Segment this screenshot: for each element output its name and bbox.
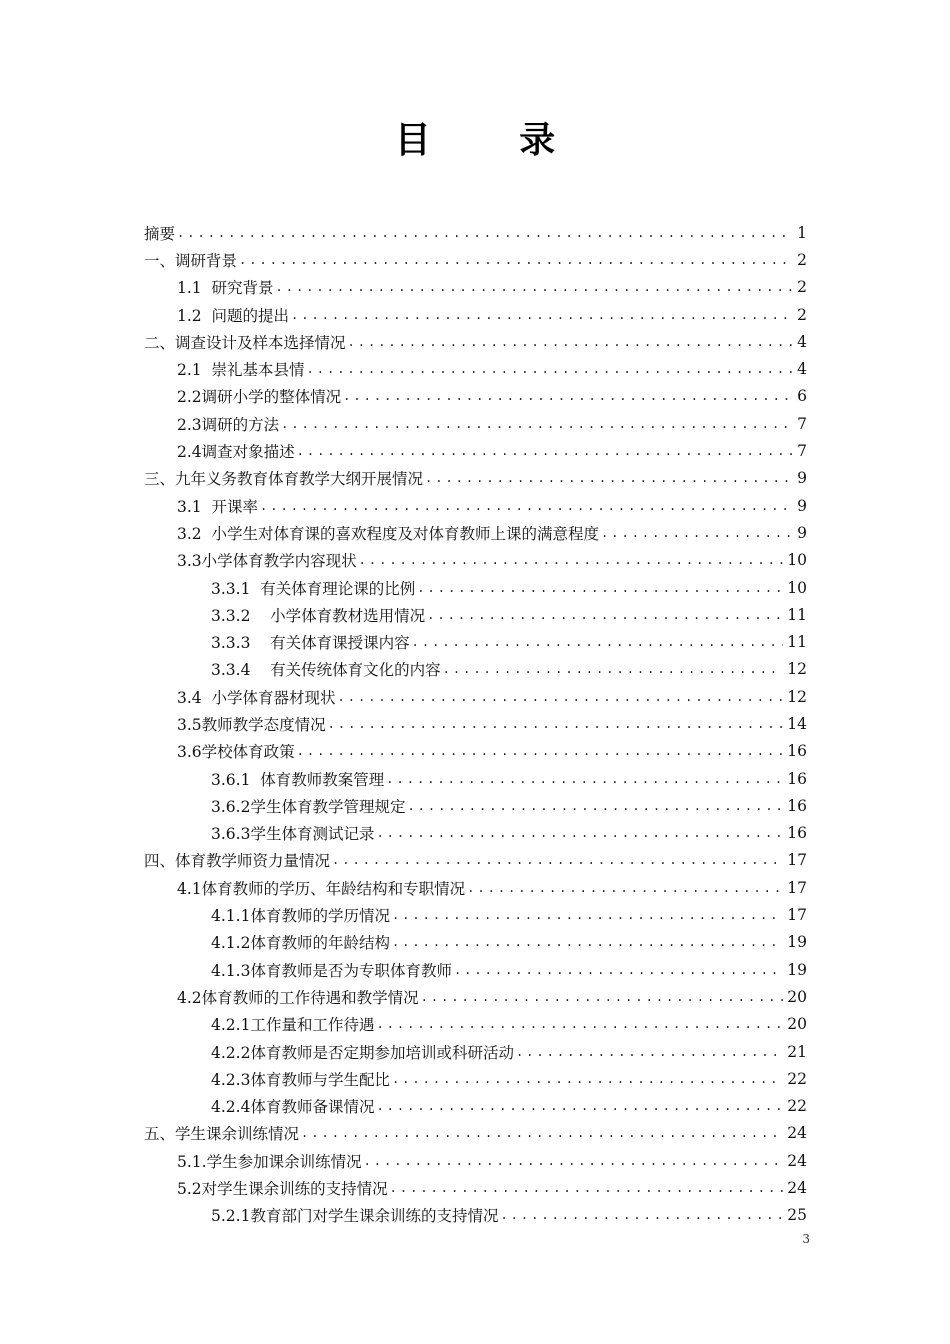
toc-entry[interactable] — [144, 738, 807, 765]
toc-entry[interactable] — [144, 219, 807, 246]
dot-leader — [307, 362, 793, 376]
toc-entry-page-number: 20 — [787, 987, 807, 1006]
toc-entry-title: 4.2.4体育教师备课情况 — [211, 1098, 375, 1117]
toc-entry-page-number: 16 — [787, 742, 807, 761]
dot-leader — [427, 608, 783, 622]
dot-leader — [348, 335, 793, 349]
toc-entry[interactable] — [144, 847, 807, 874]
toc-entry[interactable] — [144, 1202, 807, 1229]
dot-leader — [297, 744, 784, 758]
toc-entry-title: 4.1体育教师的学历、年龄结构和专职情况 — [177, 879, 466, 898]
toc-entry-title: 4.2.1工作量和工作待遇 — [211, 1016, 375, 1035]
toc-entry-page-number: 24 — [787, 1151, 807, 1170]
toc-entry-title: 一、调研背景 — [144, 251, 238, 270]
toc-entry-title: 2.1 崇礼基本县情 — [177, 361, 305, 380]
toc-entry[interactable] — [144, 956, 807, 983]
dot-leader — [516, 1045, 783, 1059]
dot-leader — [328, 717, 784, 731]
toc-entry-title: 3.3.1 有关体育理论课的比例 — [211, 579, 416, 598]
toc-entry-title: 3.4 小学体育器材现状 — [177, 688, 336, 707]
toc-entry-page-number: 4 — [797, 360, 807, 379]
toc-entry-page-number: 10 — [787, 551, 807, 570]
page-title: 目 录 — [394, 119, 594, 161]
dot-leader — [276, 280, 793, 294]
toc-entry[interactable] — [144, 683, 807, 710]
toc-entry-title: 3.3.4 有关传统体育文化的内容 — [211, 661, 441, 680]
page-number: 3 — [802, 1232, 810, 1246]
toc-entry-title: 3.5教师教学态度情况 — [177, 715, 326, 734]
toc-entry[interactable] — [144, 246, 807, 273]
toc-entry-title: 3.3.2 小学体育教材选用情况 — [211, 606, 426, 625]
dot-leader — [343, 389, 793, 403]
toc-entry-title: 3.6.1 体育教师教案管理 — [211, 770, 385, 789]
toc-entry[interactable] — [144, 820, 807, 847]
dot-leader — [376, 1099, 783, 1113]
toc-entry-title: 2.3调研的方法 — [177, 415, 280, 434]
dot-leader — [177, 226, 793, 240]
dot-leader — [392, 1072, 783, 1086]
dot-leader — [467, 881, 783, 895]
dot-leader — [412, 635, 784, 649]
table-of-contents — [144, 219, 807, 1229]
dot-leader — [301, 1126, 783, 1140]
toc-entry-title: 3.2 小学生对体育课的喜欢程度及对体育教师上课的满意程度 — [177, 524, 600, 543]
dot-leader — [443, 662, 784, 676]
toc-entry[interactable] — [144, 410, 807, 437]
toc-entry[interactable] — [144, 519, 807, 546]
toc-entry-title: 4.2.2体育教师是否定期参加培训或科研活动 — [211, 1043, 514, 1062]
dot-leader — [425, 471, 793, 485]
toc-entry-page-number: 2 — [797, 278, 807, 297]
toc-entry-page-number: 17 — [787, 878, 807, 897]
toc-entry[interactable] — [144, 574, 807, 601]
toc-entry-title: 四、体育教学师资力量情况 — [144, 852, 331, 871]
toc-entry-page-number: 19 — [787, 960, 807, 979]
toc-entry-title: 5.2对学生课余训练的支持情况 — [177, 1180, 388, 1199]
dot-leader — [392, 935, 783, 949]
toc-entry[interactable] — [144, 1065, 807, 1092]
dot-leader — [407, 799, 783, 813]
toc-entry-page-number: 9 — [797, 523, 807, 542]
toc-entry-title: 3.6.2学生体育教学管理规定 — [211, 797, 406, 816]
toc-entry[interactable] — [144, 465, 807, 492]
toc-entry-title: 5.2.1教育部门对学生课余训练的支持情况 — [211, 1207, 499, 1226]
dot-leader — [359, 553, 784, 567]
toc-entry[interactable] — [144, 437, 807, 464]
toc-entry[interactable] — [144, 874, 807, 901]
toc-entry[interactable] — [144, 983, 807, 1010]
toc-entry[interactable] — [144, 656, 807, 683]
toc-entry-page-number: 7 — [797, 414, 807, 433]
toc-entry[interactable] — [144, 1038, 807, 1065]
dot-leader — [376, 1017, 783, 1031]
toc-entry[interactable] — [144, 1147, 807, 1174]
toc-entry[interactable] — [144, 328, 807, 355]
toc-entry-page-number: 10 — [787, 578, 807, 597]
dot-leader — [454, 963, 783, 977]
toc-entry-title: 3.1 开课率 — [177, 497, 259, 516]
toc-entry-title: 2.4调查对象描述 — [177, 443, 295, 462]
toc-entry-page-number: 17 — [787, 851, 807, 870]
dot-leader — [239, 253, 793, 267]
toc-entry-page-number: 12 — [787, 687, 807, 706]
toc-entry-title: 3.6.3学生体育测试记录 — [211, 825, 375, 844]
toc-entry-page-number: 17 — [787, 906, 807, 925]
toc-entry-page-number: 11 — [787, 605, 807, 624]
dot-leader — [421, 990, 784, 1004]
toc-entry[interactable] — [144, 929, 807, 956]
toc-entry-page-number: 14 — [787, 714, 807, 733]
toc-entry[interactable] — [144, 901, 807, 928]
toc-entry-title: 二、调查设计及样本选择情况 — [144, 333, 346, 352]
dot-leader — [392, 908, 783, 922]
toc-entry[interactable] — [144, 1011, 807, 1038]
toc-entry-page-number: 4 — [797, 332, 807, 351]
toc-entry-page-number: 24 — [787, 1124, 807, 1143]
dot-leader — [601, 526, 793, 540]
toc-entry[interactable] — [144, 1174, 807, 1201]
toc-entry-title: 3.6学校体育政策 — [177, 743, 295, 762]
toc-entry-page-number: 16 — [787, 796, 807, 815]
toc-entry-title: 三、九年义务教育体育教学大纲开展情况 — [144, 470, 424, 489]
toc-entry-title: 4.1.3体育教师是否为专职体育教师 — [211, 961, 452, 980]
toc-entry-page-number: 22 — [787, 1069, 807, 1088]
toc-entry-title: 1.1 研究背景 — [177, 279, 274, 298]
dot-leader — [386, 772, 783, 786]
toc-entry[interactable] — [144, 628, 807, 655]
toc-entry[interactable] — [144, 492, 807, 519]
toc-entry-page-number: 16 — [787, 769, 807, 788]
toc-entry-page-number: 6 — [797, 387, 807, 406]
toc-entry[interactable] — [144, 601, 807, 628]
toc-entry-page-number: 24 — [787, 1179, 807, 1198]
toc-entry-page-number: 21 — [787, 1042, 807, 1061]
dot-leader — [297, 444, 793, 458]
toc-entry-page-number: 12 — [787, 660, 807, 679]
dot-leader — [390, 1181, 784, 1195]
toc-entry-title: 3.3.3 有关体育课授课内容 — [211, 634, 410, 653]
dot-leader — [417, 581, 783, 595]
toc-entry-page-number: 7 — [797, 442, 807, 461]
toc-entry-title: 3.3小学体育教学内容现状 — [177, 552, 357, 571]
toc-entry-title: 2.2调研小学的整体情况 — [177, 388, 342, 407]
dot-leader — [364, 1154, 784, 1168]
toc-entry-page-number: 1 — [797, 223, 807, 242]
toc-entry-title: 4.1.1体育教师的学历情况 — [211, 907, 390, 926]
toc-entry[interactable] — [144, 1093, 807, 1120]
dot-leader — [332, 853, 783, 867]
toc-entry-page-number: 2 — [797, 305, 807, 324]
toc-entry-page-number: 19 — [787, 933, 807, 952]
toc-entry[interactable] — [144, 301, 807, 328]
toc-entry-page-number: 11 — [787, 633, 807, 652]
toc-entry[interactable] — [144, 1120, 807, 1147]
toc-entry-title: 1.2 问题的提出 — [177, 306, 290, 325]
toc-entry-page-number: 16 — [787, 824, 807, 843]
toc-entry-page-number: 25 — [787, 1206, 807, 1225]
dot-leader — [500, 1208, 783, 1222]
toc-entry[interactable] — [144, 355, 807, 382]
toc-entry-title: 4.1.2体育教师的年龄结构 — [211, 934, 390, 953]
toc-entry-title: 5.1.学生参加课余训练情况 — [177, 1152, 362, 1171]
toc-entry-page-number: 9 — [797, 496, 807, 515]
toc-entry[interactable] — [144, 274, 807, 301]
dot-leader — [338, 690, 784, 704]
toc-entry[interactable] — [144, 710, 807, 737]
dot-leader — [291, 308, 793, 322]
toc-entry-title: 摘要 — [144, 224, 176, 243]
toc-entry-title: 五、学生课余训练情况 — [144, 1125, 300, 1144]
toc-entry-page-number: 22 — [787, 1097, 807, 1116]
toc-entry-page-number: 9 — [797, 469, 807, 488]
toc-entry[interactable] — [144, 547, 807, 574]
toc-entry-title: 4.2.3体育教师与学生配比 — [211, 1070, 390, 1089]
toc-entry-page-number: 2 — [797, 250, 807, 269]
dot-leader — [376, 826, 783, 840]
dot-leader — [281, 417, 793, 431]
toc-entry[interactable] — [144, 792, 807, 819]
toc-entry[interactable] — [144, 765, 807, 792]
toc-entry-page-number: 20 — [787, 1015, 807, 1034]
toc-entry-title: 4.2体育教师的工作待遇和教学情况 — [177, 988, 419, 1007]
dot-leader — [260, 499, 793, 513]
toc-entry[interactable] — [144, 383, 807, 410]
